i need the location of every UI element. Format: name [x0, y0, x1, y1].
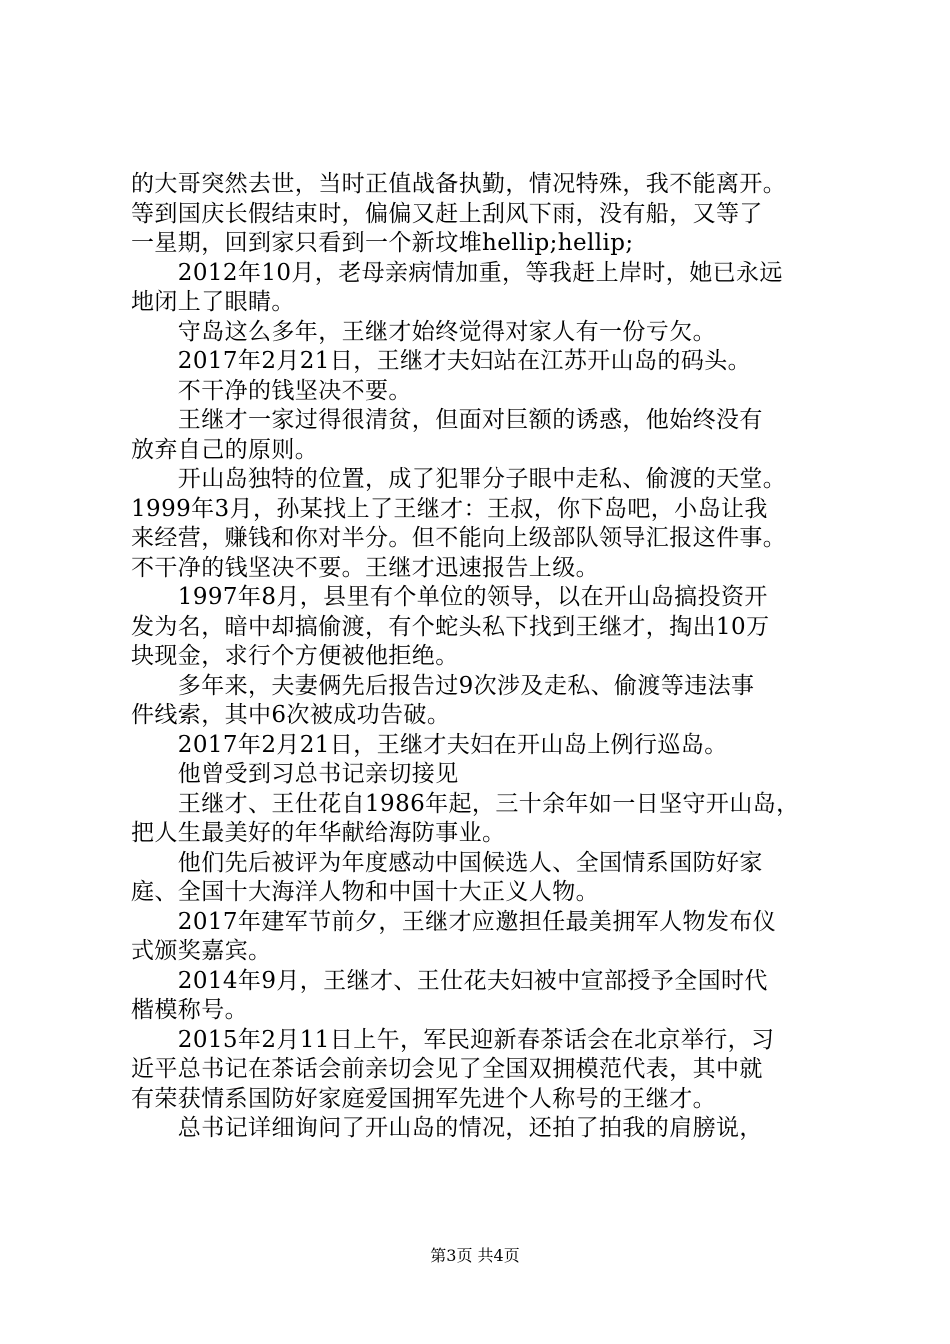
- text-line: 有荣获情系国防好家庭爱国拥军先进个人称号的王继才。: [131, 1085, 716, 1112]
- text-line: 王继才、王仕花自1986年起，三十余年如一日坚守开山岛，: [131, 790, 800, 817]
- text-line: 件线索，其中6次被成功告破。: [131, 702, 451, 728]
- text-line: 2017年2月21日，王继才夫妇在开山岛上例行巡岛。: [131, 731, 728, 758]
- text-line: 地闭上了眼睛。: [131, 289, 295, 315]
- text-line: 的大哥突然去世，当时正值战备执勤，情况特殊，我不能离开。: [131, 171, 787, 197]
- text-line: 他们先后被评为年度感动中国候选人、全国情系国防好家: [131, 849, 763, 876]
- text-line: 放弃自己的原则。: [131, 436, 319, 463]
- text-line: 式颁奖嘉宾。: [131, 938, 272, 964]
- text-line: 不干净的钱坚决不要。: [131, 377, 412, 404]
- body-text: [131, 170, 843, 1144]
- text-line: 近平总书记在茶话会前亲切会见了全国双拥模范代表，其中就: [131, 1056, 763, 1082]
- text-line: 1999年3月，孙某找上了王继才：王叔，你下岛吧，小岛让我: [131, 495, 768, 522]
- text-line: 守岛这么多年，王继才始终觉得对家人有一份亏欠。: [131, 318, 716, 345]
- text-line: 多年来，夫妻俩先后报告过9次涉及走私、偷渡等违法事: [131, 672, 755, 699]
- page-number-footer: 第3页 共4页: [430, 1246, 520, 1265]
- text-line: 不干净的钱坚决不要。王继才迅速报告上级。: [131, 554, 599, 581]
- text-line: 2017年2月21日，王继才夫妇站在江苏开山岛的码头。: [131, 348, 752, 374]
- text-line: 他曾受到习总书记亲切接见: [131, 761, 459, 787]
- text-line: 块现金，求行个方便被他拒绝。: [131, 643, 459, 669]
- text-line: 1997年8月，县里有个单位的领导，以在开山岛搞投资开: [131, 584, 768, 610]
- text-line: 一星期，回到家只看到一个新坟堆hellip;hellip;: [131, 230, 634, 256]
- text-line: 总书记详细询问了开山岛的情况，还拍了拍我的肩膀说，: [131, 1115, 763, 1141]
- text-line: 把人生最美好的年华献给海防事业。: [131, 820, 506, 846]
- text-line: 2017年建军节前夕，王继才应邀担任最美拥军人物发布仪: [131, 908, 777, 935]
- text-line: 庭、全国十大海洋人物和中国十大正义人物。: [131, 879, 599, 905]
- text-line: 楷模称号。: [131, 997, 248, 1023]
- text-line: 王继才一家过得很清贫，但面对巨额的诱惑，他始终没有: [131, 407, 763, 433]
- text-line: 开山岛独特的位置，成了犯罪分子眼中走私、偷渡的天堂。: [131, 466, 787, 492]
- text-line: 发为名，暗中却搞偷渡，有个蛇头私下找到王继才，掏出10万: [131, 613, 770, 640]
- text-line: 2014年9月，王继才、王仕花夫妇被中宣部授予全国时代: [131, 967, 768, 994]
- text-line: 等到国庆长假结束时，偏偏又赶上刮风下雨，没有船，又等了: [131, 200, 763, 227]
- text-line: 2015年2月11日上午，军民迎新春茶话会在北京举行，习: [131, 1026, 775, 1053]
- text-line: 来经营，赚钱和你对半分。但不能向上级部队领导汇报这件事。: [131, 525, 787, 551]
- text-line: 2012年10月，老母亲病情加重，等我赶上岸时，她已永远: [131, 259, 783, 286]
